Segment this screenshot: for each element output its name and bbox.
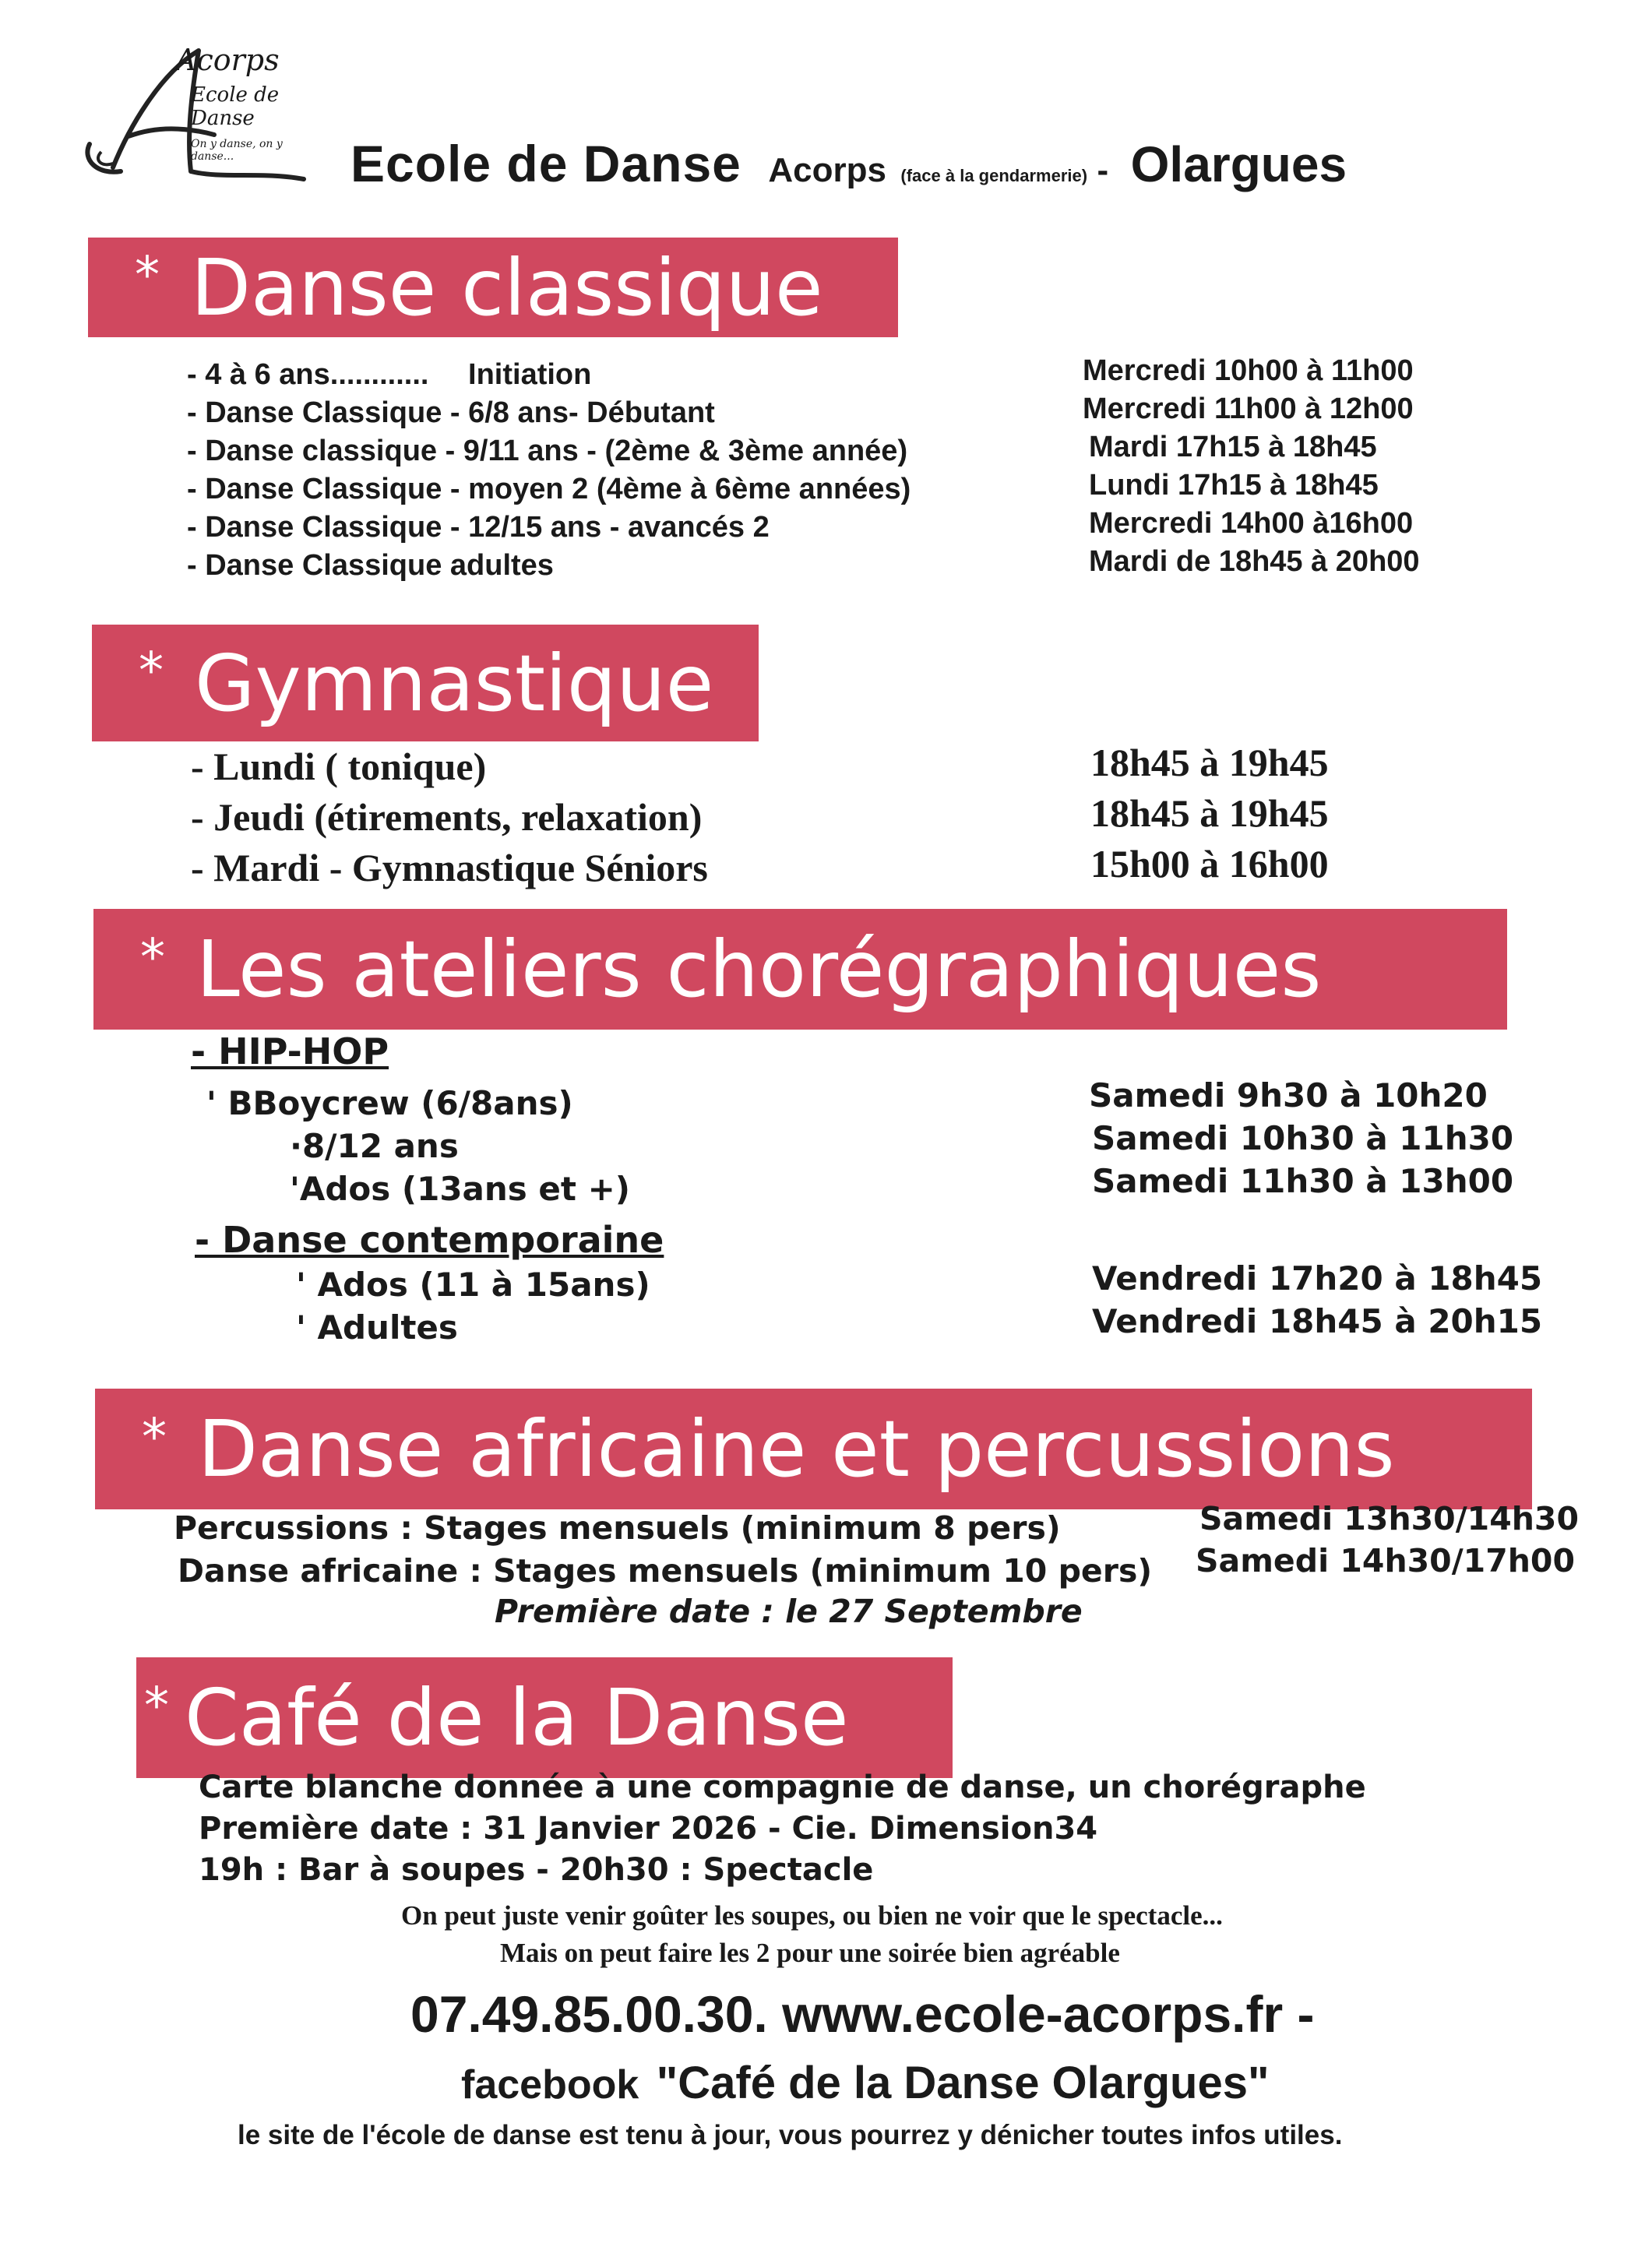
cafe-note-2: Mais on peut faire les 2 pour une soirée bien agréable: [500, 1938, 1120, 1968]
section-title-cafe: Café de la Danse: [185, 1672, 849, 1763]
hiphop-row-2: ·8/12 ans: [290, 1127, 459, 1165]
africaine-row-1: Percussions : Stages mensuels (minimum 8 pers): [174, 1509, 1061, 1547]
gym-row-1: - Lundi ( tonique): [191, 745, 487, 788]
classique-label: - 4 à 6 ans............: [187, 358, 429, 391]
section-banner-ateliers: [93, 909, 1507, 1030]
africaine-row-2: Danse africaine : Stages mensuels (minimum 10 pers): [178, 1552, 1153, 1590]
hiphop-heading: - HIP-HOP: [191, 1030, 389, 1072]
contemp-row-2: ' Adultes: [296, 1308, 458, 1347]
classique-row-5: - Danse Classique - 12/15 ans - avancés 2: [187, 511, 770, 544]
africaine-time-1: Samedi 13h30/14h30: [1199, 1500, 1579, 1537]
classique-time-6: Mardi de 18h45 à 20h00: [1089, 545, 1420, 578]
classique-row-6: - Danse Classique adultes: [187, 549, 554, 582]
hiphop-time-1: Samedi 9h30 à 10h20: [1089, 1076, 1488, 1114]
classique-row-1: [187, 358, 591, 392]
contemp-row-1: ' Ados (11 à 15ans): [296, 1266, 650, 1304]
section-title-gym: Gymnastique: [195, 637, 714, 729]
hiphop-time-3: Samedi 11h30 à 13h00: [1092, 1162, 1514, 1200]
classique-time-5: Mercredi 14h00 à16h00: [1089, 507, 1414, 540]
gym-time-2: 18h45 à 19h45: [1090, 791, 1329, 835]
header-location-note: (face à la gendarmerie): [900, 166, 1088, 185]
logo-tagline: On y danse, on y danse...: [191, 138, 283, 163]
cafe-note-1: On peut juste venir goûter les soupes, ou bien ne voir que le spectacle...: [401, 1900, 1223, 1931]
africaine-first-date: Première date : le 27 Septembre: [495, 1593, 1083, 1630]
cafe-line-1: Carte blanche donnée à une compagnie de danse, un chorégraphe: [199, 1769, 1366, 1805]
gym-row-3: - Mardi - Gymnastique Séniors: [191, 846, 708, 889]
star-icon: *: [140, 928, 165, 987]
classique-extra: Initiation: [468, 358, 592, 391]
header-dash: -: [1097, 151, 1109, 189]
africaine-time-2: Samedi 14h30/17h00: [1196, 1542, 1575, 1579]
cafe-line-2: Première date : 31 Janvier 2026 - Cie. Dimension34: [199, 1811, 1098, 1847]
page-header: [350, 134, 1347, 193]
section-title-africaine: Danse africaine et percussions: [198, 1403, 1395, 1495]
cafe-line-3: 19h : Bar à soupes - 20h30 : Spectacle: [199, 1852, 874, 1888]
classique-row-4: - Danse Classique - moyen 2 (4ème à 6ème années): [187, 473, 911, 505]
section-banner-classique: [88, 238, 898, 337]
classique-time-3: Mardi 17h15 à 18h45: [1089, 431, 1377, 463]
footer-contact: 07.49.85.00.30. www.ecole-acorps.fr -: [410, 1985, 1315, 2043]
section-banner-cafe: [136, 1657, 953, 1778]
facebook-page-name: "Café de la Danse Olargues": [656, 2058, 1270, 2108]
hiphop-row-1: ' BBoycrew (6/8ans): [206, 1084, 573, 1122]
gym-time-1: 18h45 à 19h45: [1090, 741, 1329, 784]
hiphop-time-2: Samedi 10h30 à 11h30: [1092, 1119, 1514, 1157]
classique-row-3: - Danse classique - 9/11 ans - (2ème & 3ème année): [187, 435, 908, 467]
star-icon: *: [144, 1677, 169, 1735]
facebook-label: facebook: [461, 2062, 639, 2107]
gym-row-2: - Jeudi (étirements, relaxation): [191, 795, 703, 839]
header-town: Olargues: [1130, 136, 1347, 192]
logo-subtitle: Ecole de Danse: [191, 83, 280, 130]
section-banner-africaine: [95, 1389, 1532, 1509]
classique-row-2: - Danse Classique - 6/8 ans- Débutant: [187, 396, 715, 429]
section-banner-gym: [92, 625, 759, 741]
classique-time-2: Mercredi 11h00 à 12h00: [1083, 393, 1414, 425]
classique-time-4: Lundi 17h15 à 18h45: [1089, 469, 1379, 502]
star-icon: *: [135, 247, 160, 305]
contemp-time-2: Vendredi 18h45 à 20h15: [1092, 1302, 1543, 1340]
logo-brand: Acorps: [175, 43, 280, 77]
footer-facebook: [461, 2057, 1270, 2109]
contemp-heading: - Danse contemporaine: [195, 1219, 664, 1261]
star-icon: *: [142, 1408, 167, 1467]
section-title-ateliers: Les ateliers chorégraphiques: [196, 924, 1322, 1015]
classique-time-1: Mercredi 10h00 à 11h00: [1083, 354, 1414, 387]
star-icon: *: [139, 643, 164, 700]
school-logo: [82, 43, 315, 191]
header-school-name: Acorps: [768, 151, 886, 189]
hiphop-row-3: 'Ados (13ans et +): [290, 1170, 630, 1208]
contemp-time-1: Vendredi 17h20 à 18h45: [1092, 1259, 1543, 1298]
footer-site-note: le site de l'école de danse est tenu à jour, vous pourrez y dénicher toutes infos utiles.: [238, 2120, 1343, 2150]
header-title: Ecole de Danse: [350, 135, 741, 192]
gym-time-3: 15h00 à 16h00: [1090, 842, 1329, 886]
section-title-classique: Danse classique: [191, 241, 823, 333]
